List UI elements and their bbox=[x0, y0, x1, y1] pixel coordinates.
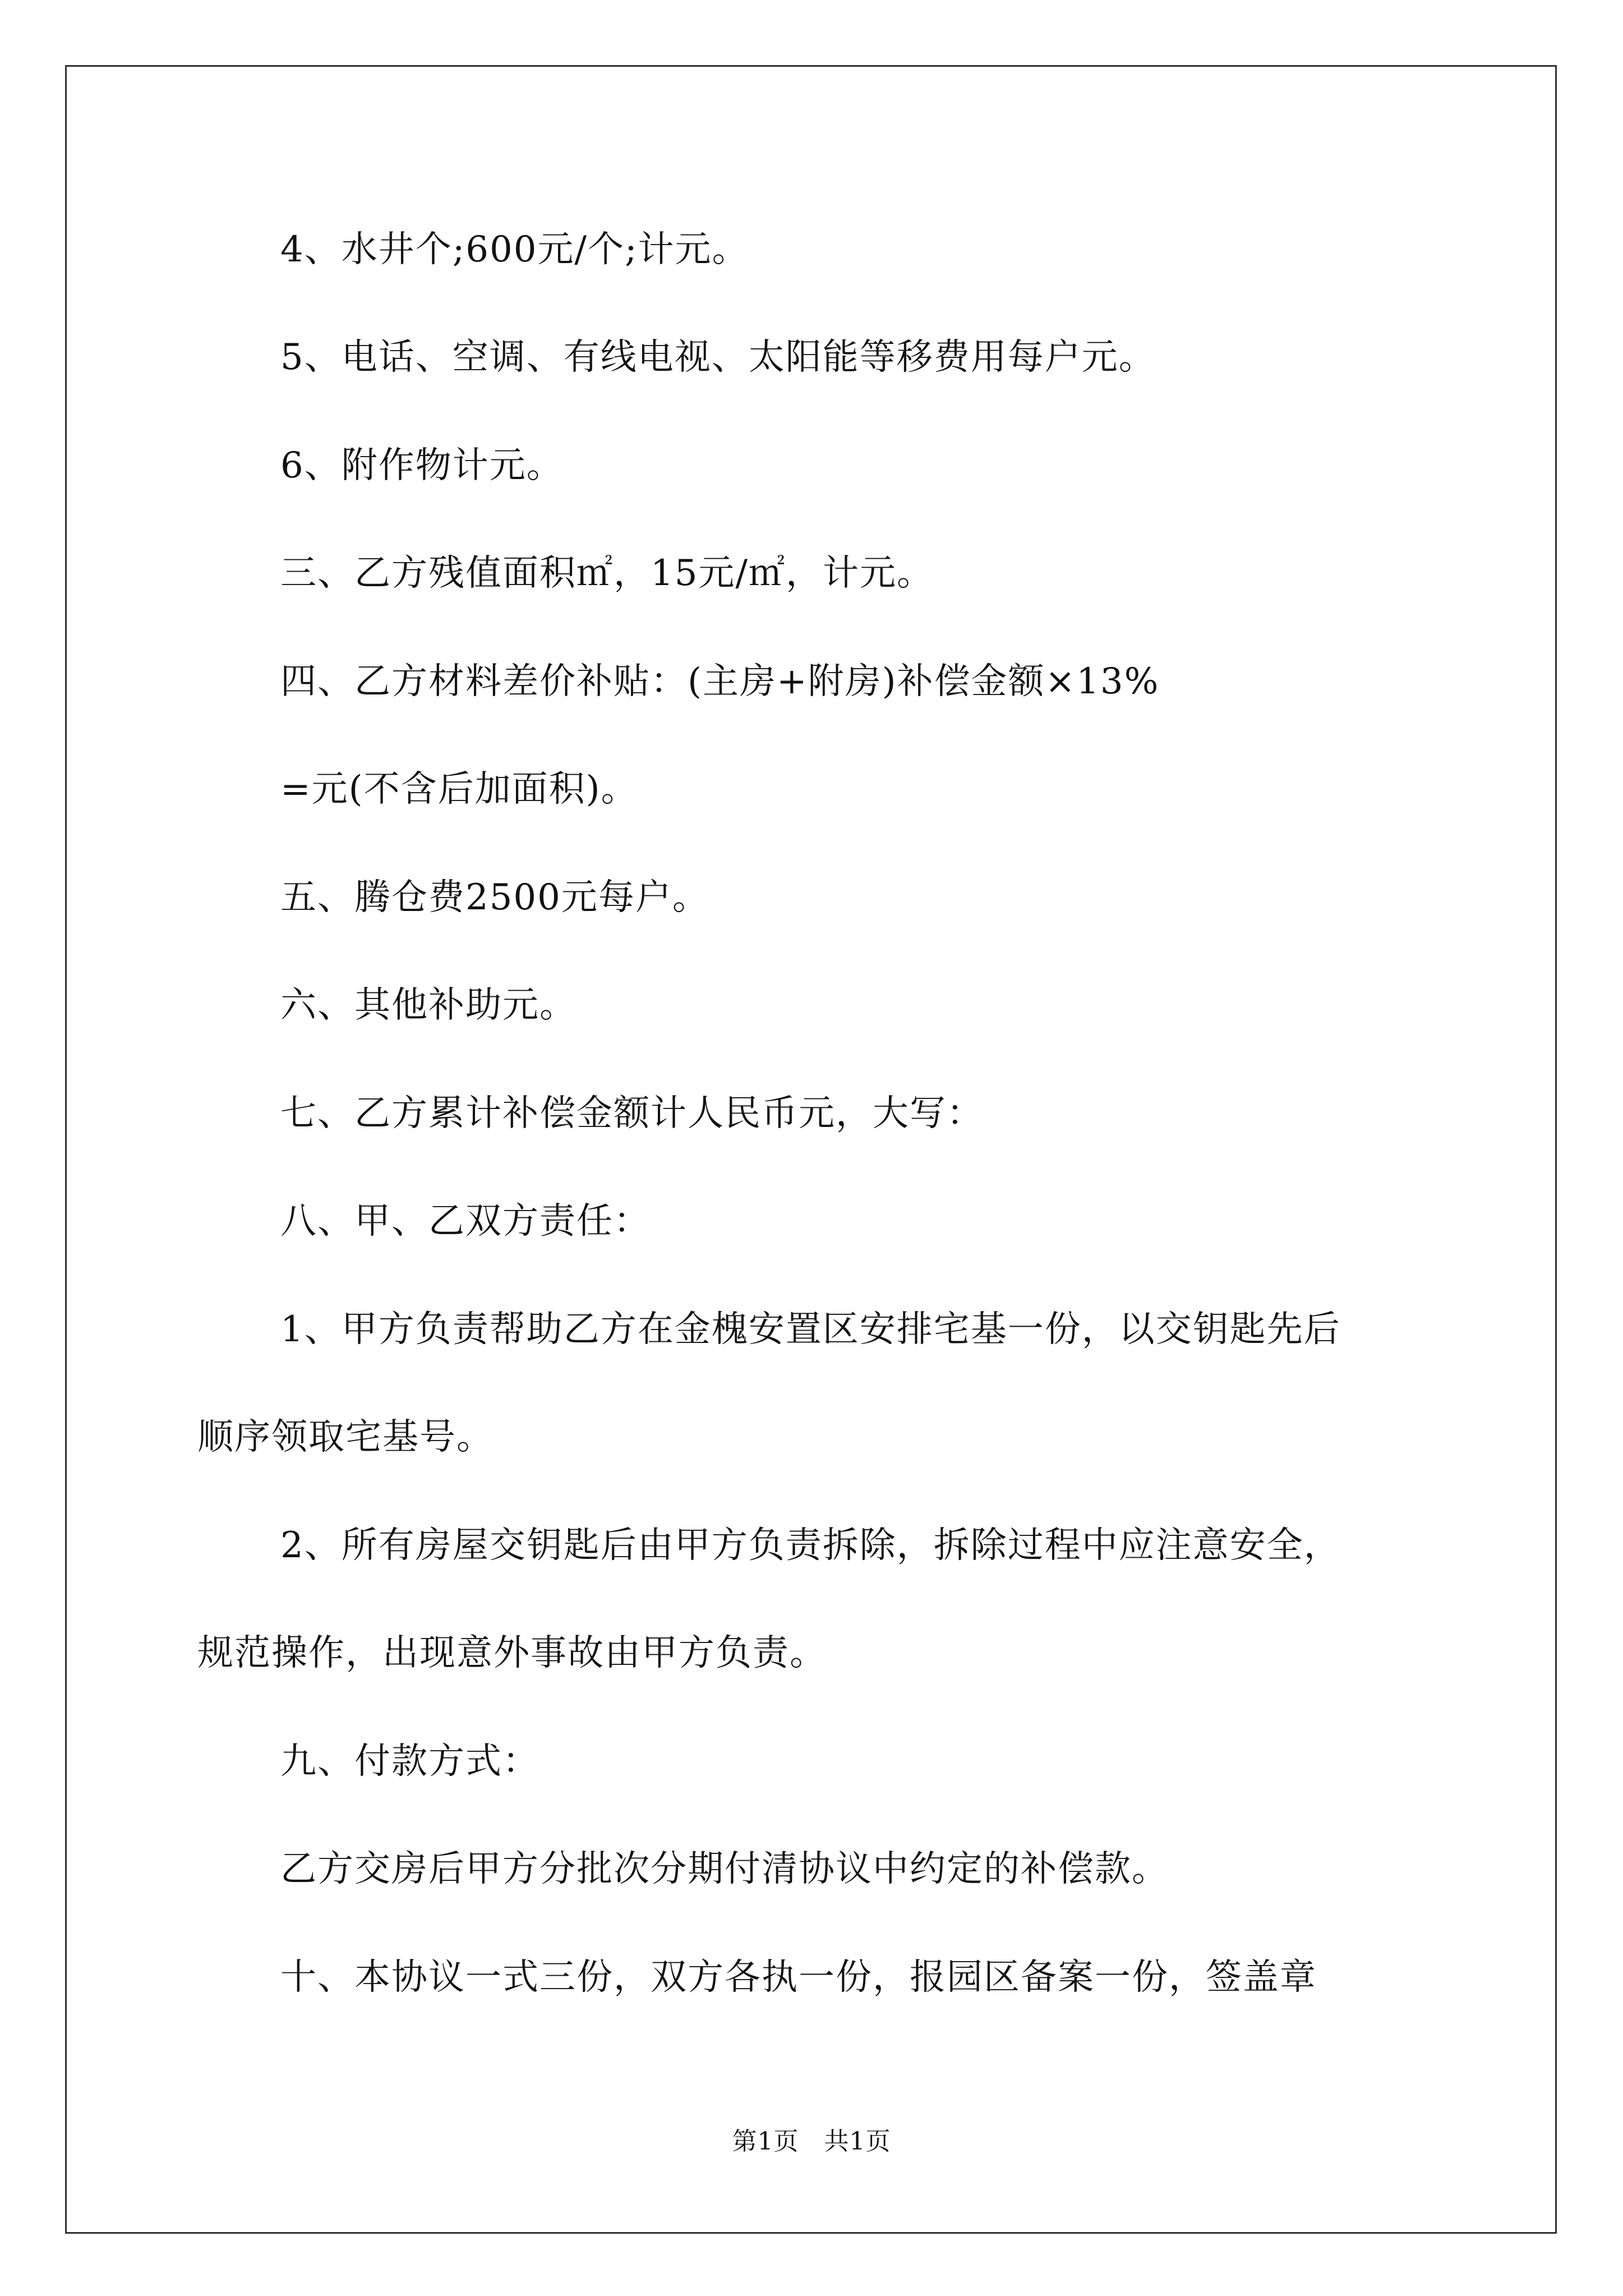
clause-line-14: 规范操作，出现意外事故由甲方负责。 bbox=[197, 1632, 827, 1674]
clause-line-15: 九、付款方式： bbox=[280, 1741, 540, 1782]
clause-line-8: 六、其他补助元。 bbox=[280, 984, 577, 1026]
clause-line-17: 十、本协议一式三份，双方各执一份，报园区备案一份，签盖章 bbox=[280, 1957, 1317, 1998]
clause-line-4: 三、乙方残值面积㎡，15元/㎡，计元。 bbox=[280, 553, 934, 594]
clause-line-5: 四、乙方材料差价补贴：(主房+附房)补偿金额×13% bbox=[280, 661, 1160, 702]
clause-line-13: 2、所有房屋交钥匙后由甲方负责拆除，拆除过程中应注意安全， bbox=[280, 1525, 1341, 1566]
clause-line-9: 七、乙方累计补偿金额计人民币元，大写： bbox=[280, 1093, 984, 1134]
clause-line-3: 6、附作物计元。 bbox=[280, 445, 564, 486]
clause-line-16: 乙方交房后甲方分批次分期付清协议中约定的补偿款。 bbox=[280, 1848, 1169, 1890]
clause-line-10: 八、甲、乙双方责任： bbox=[280, 1200, 651, 1242]
page-footer: 第1页 共1页 bbox=[732, 2127, 891, 2156]
page-border bbox=[65, 65, 1557, 2234]
clause-line-2: 5、电话、空调、有线电视、太阳能等移费用每户元。 bbox=[280, 337, 1156, 378]
clause-line-11: 1、甲方负责帮助乙方在金槐安置区安排宅基一份，以交钥匙先后 bbox=[280, 1309, 1341, 1350]
clause-line-6: =元(不含后加面积)。 bbox=[280, 769, 638, 810]
clause-line-12: 顺序领取宅基号。 bbox=[197, 1416, 494, 1458]
clause-line-7: 五、腾仓费2500元每户。 bbox=[280, 877, 709, 918]
clause-line-1: 4、水井个;600元/个;计元。 bbox=[280, 229, 749, 270]
